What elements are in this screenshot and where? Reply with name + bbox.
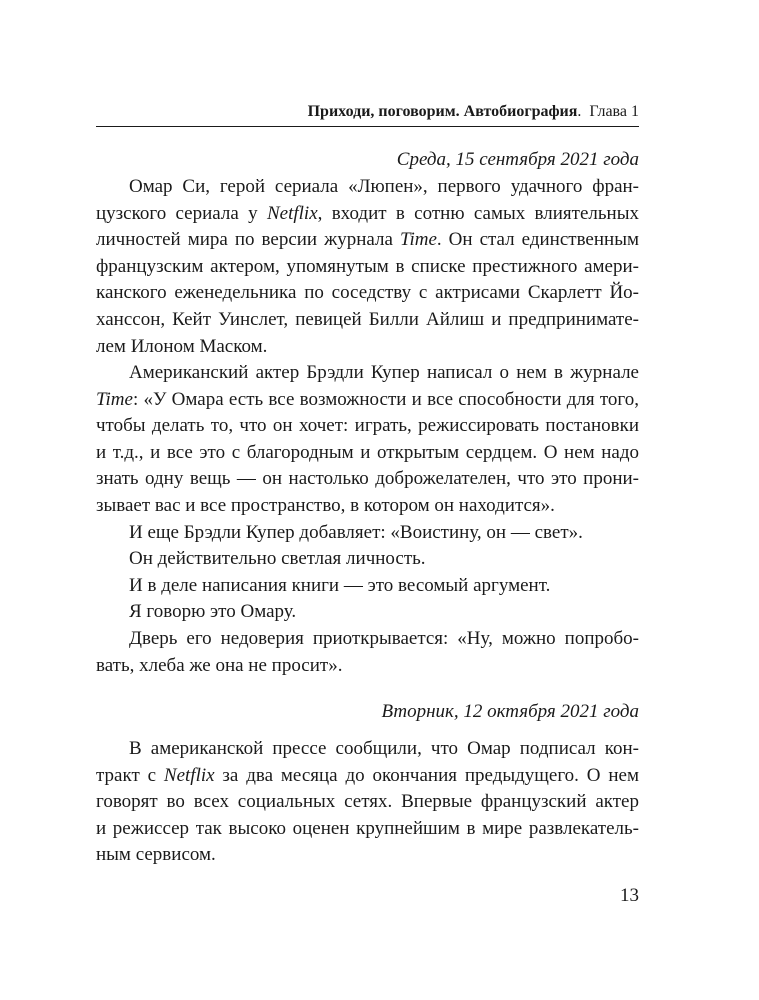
book-title: Приходи, поговорим. Автобиография xyxy=(307,103,578,120)
paragraph-3 xyxy=(96,520,639,547)
text-run: цузского сериала у xyxy=(96,202,267,224)
paragraph-line: зывает вас и все пространство, в котором он находится». xyxy=(96,494,555,516)
paragraph-line: В американской прессе сообщили, что Омар подписал кон- xyxy=(129,738,639,759)
text-run: , входит в сотню самых влиятельных xyxy=(317,202,639,224)
paragraph-line xyxy=(96,227,639,254)
italic-text: Netflix xyxy=(266,202,318,224)
italic-text: Time xyxy=(96,388,133,410)
paragraph-line: и т.д., и все это с благородным и открытым сердцем. О нем надо xyxy=(96,441,639,463)
paragraph-1 xyxy=(96,174,639,360)
header-separator: . xyxy=(577,103,582,120)
page-number: 13 xyxy=(620,885,639,906)
paragraph-line: Омар Си, герой сериала «Люпен», первого удачного фран- xyxy=(129,176,639,197)
paragraph-7 xyxy=(96,626,639,679)
running-header xyxy=(96,101,639,123)
text-run: : «У Омара есть все возможности и все способности для того, xyxy=(132,388,639,410)
paragraph-line: Дверь его недоверия приоткрывается: «Ну, можно попробо- xyxy=(129,628,639,649)
text-run: за два месяца до окончания предыдущего. О нем xyxy=(214,764,639,786)
paragraph-line: Я говорю это Омару. xyxy=(129,601,297,622)
entry-date-2: Вторник, 12 октября 2021 года xyxy=(381,701,639,722)
paragraph-line: Американский актер Брэдли Купер написал о нем в журнале xyxy=(129,362,639,383)
paragraph-line: И в деле написания книги — это весомый аргумент. xyxy=(129,575,551,596)
entry-date-1: Среда, 15 сентября 2021 года xyxy=(396,149,639,170)
paragraph-line xyxy=(96,201,639,228)
italic-text: Time xyxy=(399,229,437,251)
paragraph-line: ханссон, Кейт Уинслет, певицей Билли Айлиш и предпринимате- xyxy=(96,308,639,330)
paragraph-line: Он действительно светлая личность. xyxy=(129,548,426,569)
text-run: личностей мира по версии журнала xyxy=(96,229,400,251)
paragraph-line: вать, хлеба же она не просит». xyxy=(96,654,343,676)
paragraph-line: И еще Брэдли Купер добавляет: «Воистину, он — свет». xyxy=(129,522,583,543)
paragraph-line: говорят во всех социальных сетях. Впервые французский актер xyxy=(96,791,639,813)
paragraph-line: ным сервисом. xyxy=(96,844,216,866)
text-run: тракт с xyxy=(96,764,164,786)
paragraph-line: лем Илоном Маском. xyxy=(96,335,268,357)
header-rule xyxy=(96,126,639,127)
paragraph-line: и режиссер так высоко оценен крупнейшим в мире развлекатель- xyxy=(96,817,639,839)
paragraph-line xyxy=(96,763,639,790)
paragraph-line: французским актером, упомянутым в списке престижного амери- xyxy=(96,255,639,277)
paragraph-8 xyxy=(96,736,639,869)
paragraph-4 xyxy=(96,546,639,573)
paragraph-line: канского еженедельника по соседству с актрисами Скарлетт Йо- xyxy=(96,282,639,304)
paragraph-line: знать одну вещь — он настолько доброжелателен, что это прони- xyxy=(96,468,639,490)
chapter-label: Глава 1 xyxy=(589,103,639,120)
paragraph-6 xyxy=(96,599,639,626)
paragraph-line xyxy=(96,387,639,414)
text-run: . Он стал единственным xyxy=(436,229,639,251)
paragraph-5 xyxy=(96,573,639,600)
italic-text: Netflix xyxy=(163,764,215,786)
paragraph-2 xyxy=(96,360,639,520)
paragraph-line: чтобы делать то, что он хочет: играть, режиссировать постановки xyxy=(96,415,639,437)
